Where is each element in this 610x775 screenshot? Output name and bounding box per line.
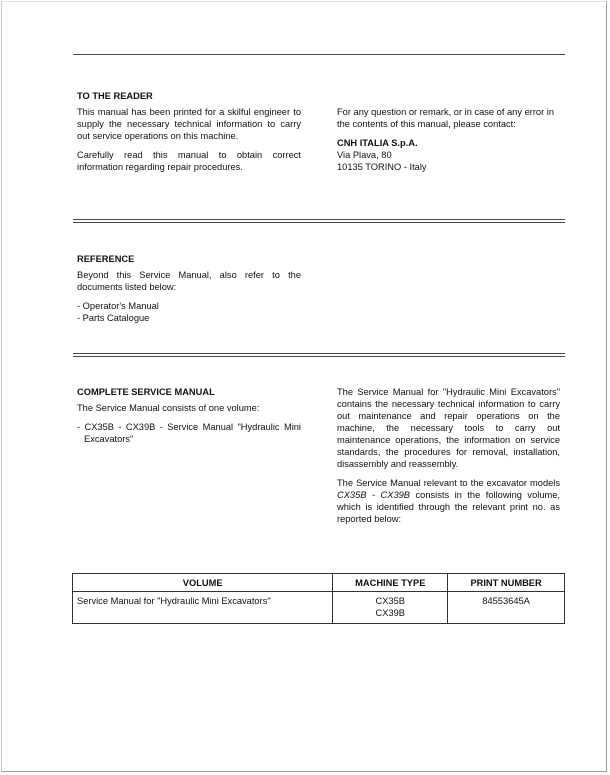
model-names: CX35B - CX39B [337, 490, 411, 500]
complete-volume-note [337, 477, 560, 525]
complete-intro: The Service Manual consists of one volume: [77, 403, 260, 413]
volume-list-item: - CX35B - CX39B - Service Manual "Hydraulic Mini Excavators" [77, 422, 301, 444]
contact-intro: For any question or remark, or in case of any error in the contents of this manual, please contact: [337, 107, 555, 129]
complete-right-column [337, 386, 560, 532]
reference-column [77, 253, 301, 324]
reference-intro: Beyond this Service Manual, also refer to the documents listed below: [77, 270, 301, 292]
machine-type: CX35B [375, 596, 406, 606]
print-number-cell: 84553645A [448, 592, 565, 624]
volume-cell: Service Manual for "Hydraulic Mini Excavators" [73, 592, 333, 624]
address-line-1: Via Plava, 80 [337, 150, 392, 160]
reader-paragraph-2: Carefully read this manual to obtain correct information regarding repair procedures. [77, 150, 301, 172]
reference-heading: REFERENCE [77, 254, 135, 264]
reference-item: - Operator's Manual [77, 301, 159, 311]
machine-type: CX39B [375, 608, 406, 618]
column-header-machine-type: MACHINE TYPE [333, 574, 448, 592]
volume-table [72, 573, 565, 624]
section-divider-1 [73, 219, 565, 223]
complete-left-column [77, 386, 301, 452]
reader-left-column [77, 90, 301, 180]
section-divider-2 [73, 353, 565, 357]
complete-description: The Service Manual for "Hydraulic Mini Excavators" contains the necessary technical information to carry out maintenance and repair operations on the machine, the necessary tools to carry out maintenance operations, the information on service standards, the procedures for removal, installation, disassembly and reassembly. [337, 387, 560, 469]
reader-right-column [337, 106, 560, 173]
table-header-row [73, 574, 565, 592]
table-row [73, 592, 565, 624]
machine-type-cell [333, 592, 448, 624]
complete-heading: COMPLETE SERVICE MANUAL [77, 387, 215, 397]
company-name: CNH ITALIA S.p.A. [337, 138, 418, 148]
column-header-volume: VOLUME [73, 574, 333, 592]
complete-volume-note-b: consists in the following volume, which is identified through the relevant print no. as reported below: [337, 490, 560, 524]
address-line-2: 10135 TORINO - Italy [337, 162, 427, 172]
complete-volume-note-a: The Service Manual relevant to the excavator models [337, 478, 560, 488]
top-rule [73, 54, 565, 55]
column-header-print-number: PRINT NUMBER [448, 574, 565, 592]
reader-heading: TO THE READER [77, 91, 153, 101]
reference-item: - Parts Catalogue [77, 313, 150, 323]
reader-paragraph-1: This manual has been printed for a skilful engineer to supply the necessary technical information to carry out service operations on this machine. [77, 107, 301, 141]
